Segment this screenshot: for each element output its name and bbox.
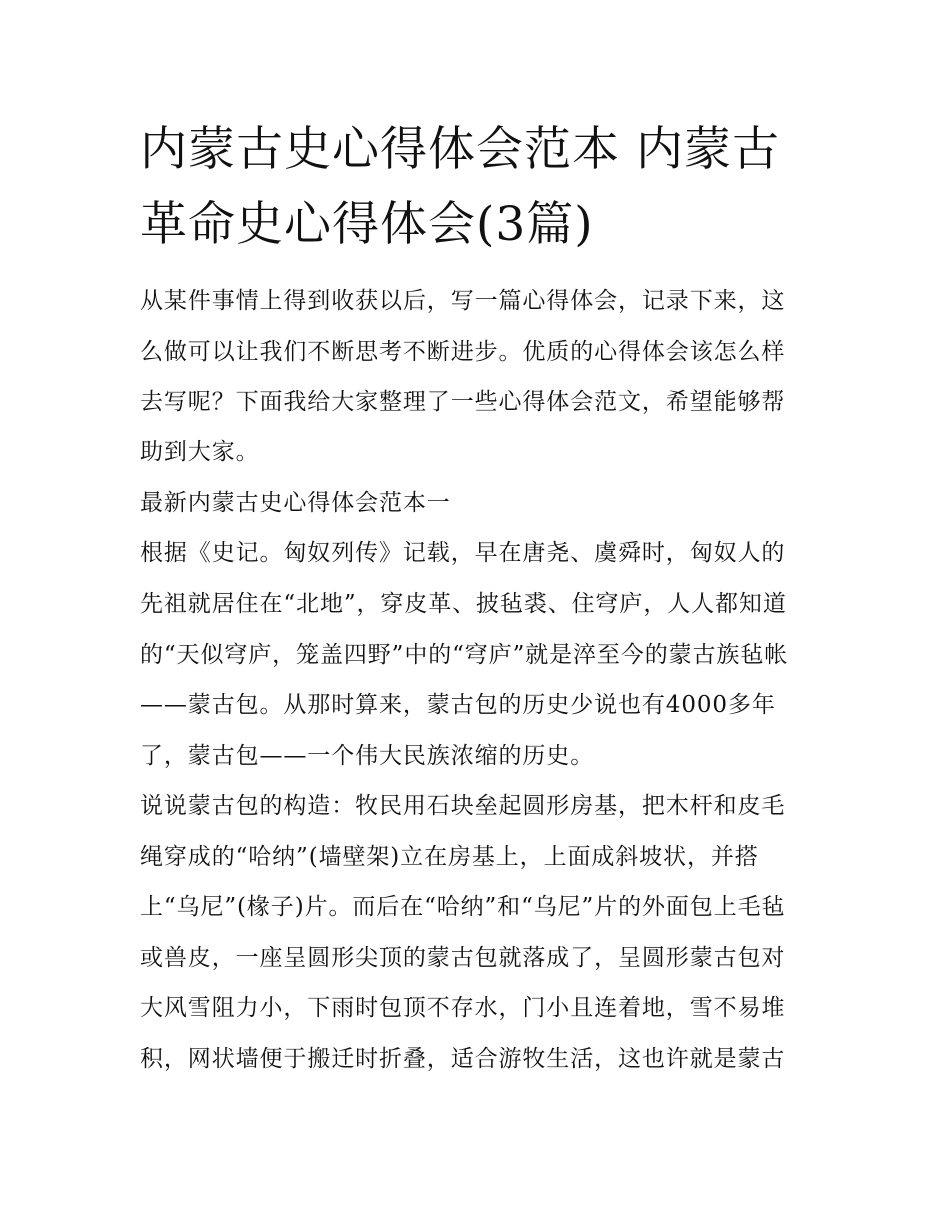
body-line: 根据《史记。匈奴列传》记载，早在唐尧、虞舜时，匈奴人的 bbox=[140, 540, 786, 566]
section-heading: 最新内蒙古史心得体会范本一 bbox=[140, 490, 451, 516]
body-line: 先祖就居住在“北地”，穿皮革、披毡裘、住穹庐，人人都知道 bbox=[140, 591, 787, 617]
body-line: 大风雪阻力小，下雨时包顶不存水，门小且连着地，雪不易堆 bbox=[140, 995, 786, 1021]
body-line: ——蒙古包。从那时算来，蒙古包的历史少说也有4000多年 bbox=[140, 692, 776, 718]
body-line: 从某件事情上得到收获以后，写一篇心得体会，记录下来，这 bbox=[140, 288, 786, 314]
document-title: 内蒙古史心得体会范本 内蒙古 革命史心得体会(3篇) bbox=[140, 122, 780, 252]
body-line: 绳穿成的“哈纳”(墙壁架)立在房基上，上面成斜坡状，并搭 bbox=[140, 844, 759, 870]
body-line: 的“天似穹庐，笼盖四野”中的“穹庐”就是淬至今的蒙古族毡帐 bbox=[140, 642, 789, 668]
body-line: 了，蒙古包——一个伟大民族浓缩的历史。 bbox=[140, 743, 595, 769]
body-line: 或兽皮，一座呈圆形尖顶的蒙古包就落成了，呈圆形蒙古包对 bbox=[140, 945, 786, 971]
body-line: 积，网状墙便于搬迁时折叠，适合游牧生活，这也许就是蒙古 bbox=[140, 1046, 786, 1072]
body-line: 上“乌尼”(椽子)片。而后在“哈纳”和“乌尼”片的外面包上毛毡 bbox=[140, 894, 786, 920]
body-line: 说说蒙古包的构造：牧民用石块垒起圆形房基，把木杆和皮毛 bbox=[140, 793, 786, 819]
body-line: 助到大家。 bbox=[140, 439, 260, 465]
body-line: 去写呢？下面我给大家整理了一些心得体会范文，希望能够帮 bbox=[140, 389, 786, 415]
body-line: 么做可以让我们不断思考不断进步。优质的心得体会该怎么样 bbox=[140, 339, 786, 365]
